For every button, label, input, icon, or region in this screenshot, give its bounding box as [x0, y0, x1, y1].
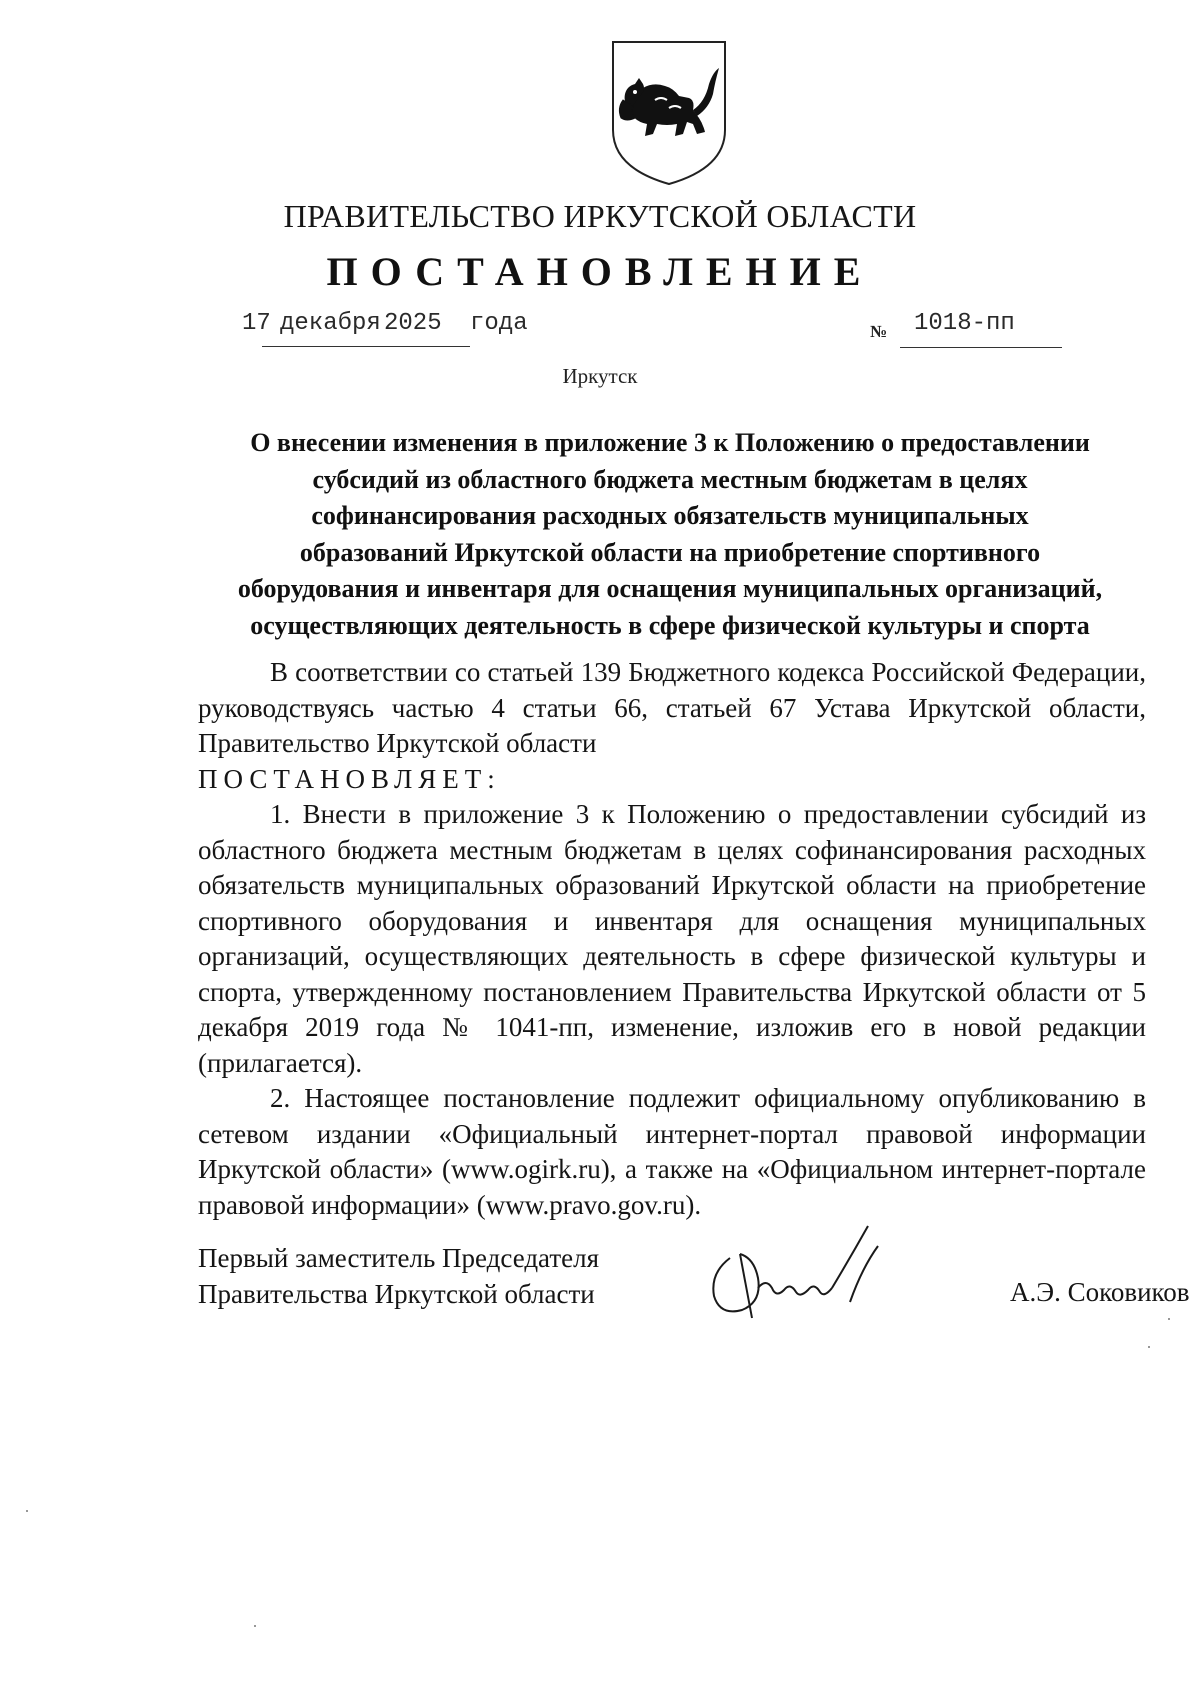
organization-title: ПРАВИТЕЛЬСТВО ИРКУТСКОЙ ОБЛАСТИ: [283, 198, 917, 234]
heading-line: образований Иркутской области на приобретение спортивного: [299, 537, 1041, 567]
scan-speck: [26, 1510, 28, 1512]
heading-line: осуществляющих деятельность в сфере физической культуры и спорта: [250, 610, 1090, 640]
document-type: ПОСТАНОВЛЕНИЕ: [326, 249, 874, 294]
heading-line: субсидий из областного бюджета местным бюджетам в целях: [312, 464, 1028, 494]
date-underline: [262, 346, 470, 347]
scan-speck: [1168, 1318, 1170, 1320]
handwritten-signature: [700, 1218, 890, 1328]
scan-speck: [1148, 1346, 1150, 1348]
date-day: 17: [242, 310, 271, 337]
decree-heading: [195, 425, 1145, 644]
document-number: 1018-пп: [914, 310, 1015, 337]
scan-speck: [254, 1625, 256, 1627]
signer-position-line: Правительства Иркутской области: [198, 1279, 595, 1309]
signer-position: [198, 1240, 599, 1312]
heading-line: О внесении изменения в приложение 3 к Положению о предоставлении: [250, 428, 1090, 457]
signer-position-line: Первый заместитель Председателя: [198, 1243, 600, 1273]
decree-body: [198, 655, 1146, 1223]
signer-name: А.Э. Соковиков: [1010, 1277, 1190, 1307]
item-1-paragraph: 1. Внести в приложение 3 к Положению о предоставлении субсидий из областного бюджета местным бюджетам в целях софинансирования расходных обязательств муниципальных образований Иркутской области на приобретение спортивного оборудования и инвентаря для оснащения муниципальных организаций, осуществляющих деятельность в сфере физической культуры и спорта, утвержденному постановлением Правительства Иркутской области от 5 декабря 2019 года № 1041-пп, изменение, изложив его в новой редакции (прилагается).: [198, 799, 1146, 1078]
date-suffix: года: [470, 310, 528, 337]
number-sign: №: [870, 322, 888, 341]
heading-line: софинансирования расходных обязательств муниципальных: [311, 501, 1029, 530]
heading-line: оборудования и инвентаря для оснащения муниципальных организаций,: [237, 574, 1103, 603]
city: Иркутск: [562, 364, 638, 388]
date-month: декабря: [280, 310, 381, 337]
coat-of-arms-emblem: [609, 38, 729, 188]
decree-word: ПОСТАНОВЛЯЕТ:: [198, 763, 501, 794]
date-year: 2025: [384, 310, 442, 337]
preamble-paragraph: В соответствии со статьей 139 Бюджетного кодекса Российской Федерации, руководствуясь частью 4 статьи 66, статьей 67 Устава Иркутской области, Правительство Иркутской области: [198, 657, 1146, 758]
number-underline: [900, 347, 1062, 348]
item-2-paragraph: 2. Настоящее постановление подлежит официальному опубликованию в сетевом издании «Официальный интернет-портал правовой информации Иркутской области» (www.ogirk.ru), а также на «Официальном интернет-портале правовой информации» (www.pravo.gov.ru).: [198, 1083, 1146, 1220]
